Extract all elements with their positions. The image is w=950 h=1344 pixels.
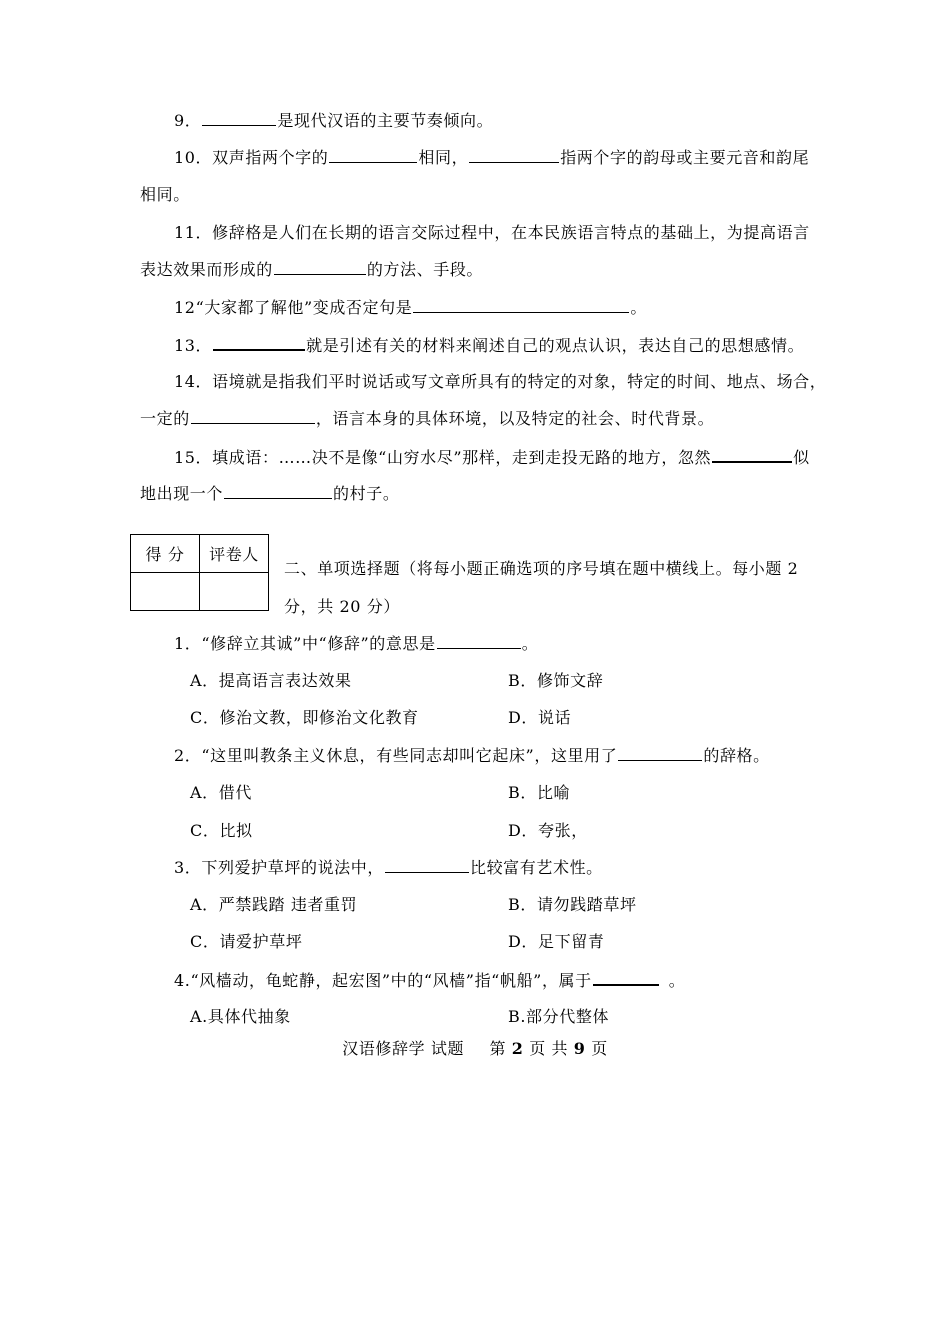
question-text: 指两个字的韵母或主要元音和韵尾 [560, 148, 810, 167]
question-text: 4.“风樯动，龟蛇静，起宏图”中的“风樯”指“帆船”，属于 [174, 971, 592, 990]
score-label: 得 分 [131, 535, 200, 573]
score-table [130, 534, 269, 611]
section-heading-cont [284, 596, 812, 618]
page-footer [0, 1038, 950, 1060]
question-number: 15． [174, 448, 213, 467]
section-heading-line1: 二、单项选择题（将每小题正确选项的序号填在题中横线上。每小题 2 [284, 559, 799, 578]
question-text: 相同。 [140, 185, 190, 204]
option-d: D．足下留青 [508, 932, 605, 951]
option-b: B.部分代整体 [508, 1007, 610, 1026]
question-text: “大家都了解他”变成否定句是 [195, 298, 413, 317]
question-text: 表达效果而形成的 [140, 260, 273, 279]
question-number: 13． [174, 336, 213, 355]
question-text: 的方法、手段。 [366, 260, 484, 279]
question-number: 11． [174, 223, 213, 242]
option-b: B．修饰文辞 [508, 671, 604, 690]
question-text: ，语言本身的具体环境，以及特定的社会、时代背景。 [315, 409, 715, 428]
question-10 [174, 147, 814, 169]
section-heading [284, 558, 812, 580]
question-text: 一定的 [140, 409, 190, 428]
footer-page-mid: 页 共 [529, 1039, 569, 1058]
section-heading-line2: 分，共 20 分） [284, 597, 400, 616]
question-text: 。 [521, 634, 539, 653]
question-number: 10． [174, 148, 213, 167]
option-c: C．请爱护草坪 [190, 932, 303, 951]
footer-page-total: 9 [573, 1039, 586, 1058]
question-text: 1．“修辞立其诚”中“修辞”的意思是 [174, 634, 436, 653]
answer-blank [437, 633, 521, 649]
question-text: 语境就是指我们平时说话或写文章所具有的特定的对象，特定的时间、地点、场合， [212, 372, 827, 391]
footer-page-prefix: 第 [489, 1039, 507, 1058]
answer-blank [712, 446, 792, 463]
answer-blank [202, 110, 276, 126]
option-a: A.具体代抽象 [190, 1007, 291, 1026]
footer-course: 汉语修辞学 试题 [342, 1039, 465, 1058]
question-number: 12 [174, 298, 196, 317]
question-text: 地出现一个 [140, 484, 224, 503]
question-text: 是现代汉语的主要节奏倾向。 [277, 111, 494, 130]
footer-page-suffix: 页 [591, 1039, 608, 1058]
question-number: 9． [174, 111, 202, 130]
question-14-cont [140, 408, 812, 430]
answer-blank [191, 408, 315, 424]
option-c: C．比拟 [190, 821, 253, 840]
question-text: 双声指两个字的 [212, 148, 329, 167]
mc-question-2 [174, 745, 814, 767]
grader-label: 评卷人 [200, 535, 269, 573]
option-c: C．修治文教，即修治文化教育 [190, 708, 419, 727]
answer-blank [413, 297, 629, 313]
question-text: 的村子。 [333, 484, 400, 503]
question-text: 填成语：……决不是像“山穷水尽”那样，走到走投无路的地方，忽然 [212, 448, 712, 467]
question-text: 。 [668, 971, 686, 990]
question-text: 修辞格是人们在长期的语言交际过程中，在本民族语言特点的基础上，为提高语言 [212, 223, 810, 242]
option-b: B．请勿践踏草坪 [508, 895, 637, 914]
question-text: 2．“这里叫教条主义休息，有些同志却叫它起床”，这里用了 [174, 746, 618, 765]
answer-blank [274, 259, 366, 275]
answer-blank [213, 334, 305, 351]
question-11-cont [140, 259, 812, 281]
answer-blank [329, 147, 417, 163]
option-d: D．说话 [508, 708, 572, 727]
question-14 [174, 371, 827, 393]
option-a: A．严禁践踏 违者重罚 [190, 895, 358, 914]
question-text: 3．下列爱护草坪的说法中， [174, 858, 384, 877]
question-12 [174, 297, 814, 319]
option-a: A．提高语言表达效果 [190, 671, 352, 690]
mc-question-1 [174, 633, 814, 655]
answer-blank [593, 969, 659, 986]
question-15-cont [140, 483, 812, 505]
answer-blank [385, 857, 469, 873]
mc-question-3 [174, 857, 814, 879]
answer-blank [224, 483, 332, 499]
question-text: 的辞格。 [703, 746, 770, 765]
question-10-cont [140, 184, 812, 206]
option-b: B．比喻 [508, 783, 571, 802]
question-text: 相同， [418, 148, 469, 167]
question-15 [174, 446, 814, 469]
question-9 [174, 110, 814, 132]
score-cell [131, 573, 200, 611]
question-13 [174, 334, 814, 357]
question-text: 。 [630, 298, 647, 317]
mc-question-4 [174, 969, 814, 992]
answer-blank [618, 745, 702, 761]
answer-blank [469, 147, 559, 163]
question-number: 14． [174, 372, 213, 391]
option-a: A．借代 [190, 783, 252, 802]
question-text: 比较富有艺术性。 [469, 858, 603, 877]
question-text: 似 [793, 448, 810, 467]
grader-cell [200, 573, 269, 611]
question-text: 就是引述有关的材料来阐述自己的观点认识，表达自己的思想感情。 [306, 336, 805, 355]
option-d: D．夸张， [508, 821, 588, 840]
footer-page-number: 2 [511, 1039, 524, 1058]
question-11 [174, 222, 814, 244]
